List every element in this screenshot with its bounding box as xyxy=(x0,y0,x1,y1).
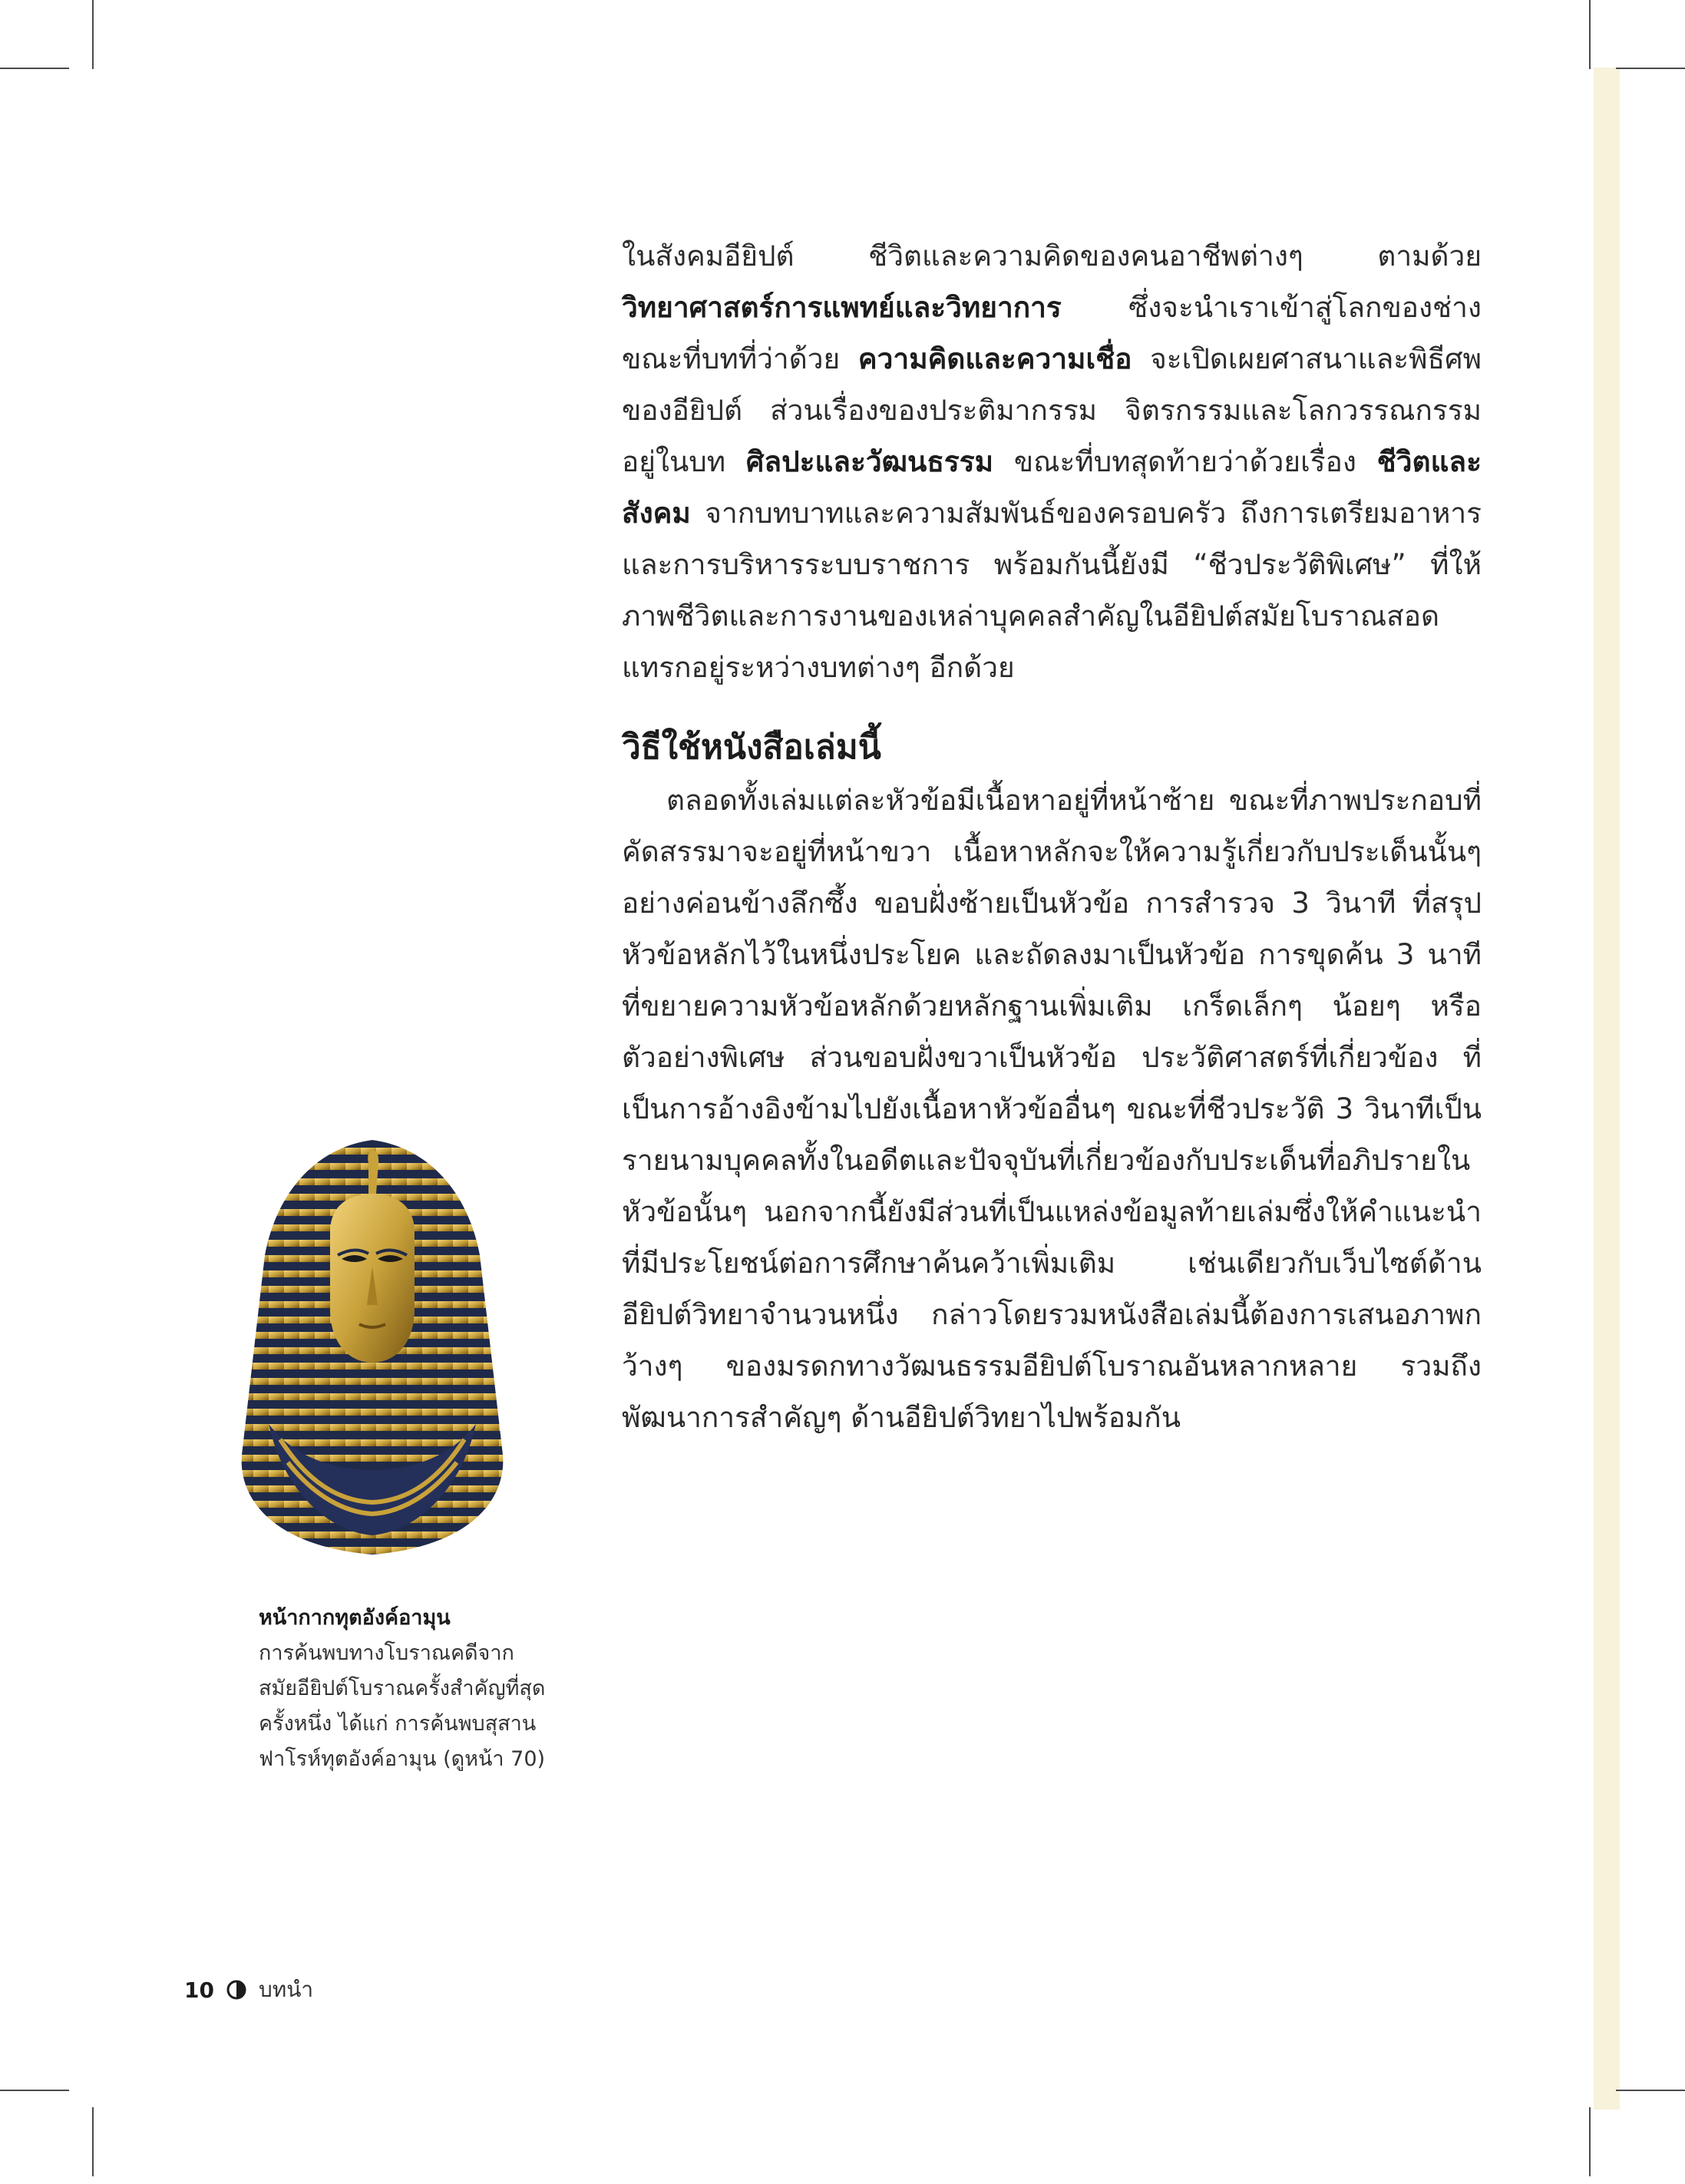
chapter-name: บทนำ xyxy=(258,1977,314,2002)
crop-mark xyxy=(92,2107,94,2176)
crop-mark xyxy=(1589,0,1591,69)
side-color-strip xyxy=(1594,68,1620,2110)
howto-paragraph: ตลอดทั้งเล่มแต่ละหัวข้อมีเนื้อหาอยู่ที่หน้าซ้าย ขณะที่ภาพประกอบที่คัดสรรมาจะอยู่ที่หน้าขวา เนื้อหาหลักจะให้ความรู้เกี่ยวกับประเด็นนั้นๆ อย่างค่อนข้างลึกซึ้ง ขอบฝั่งซ้ายเป็นหัวข้อ การสำรวจ 3 วินาที ที่สรุปหัวข้อหลักไว้ในหนึ่งประโยค และถัดลงมาเป็นหัวข้อ การขุดค้น 3 นาที ที่ขยายความหัวข้อหลักด้วยหลักฐานเพิ่มเติม เกร็ดเล็กๆ น้อยๆ หรือตัวอย่างพิเศษ ส่วนขอบฝั่งขวาเป็นหัวข้อ ประวัติศาสตร์ที่เกี่ยวข้อง ที่เป็นการอ้างอิงข้ามไปยังเนื้อหาหัวข้ออื่นๆ ขณะที่ชีวประวัติ 3 วินาทีเป็นรายนามบุคคลทั้งในอดีตและปัจจุบันที่เกี่ยวข้องกับประเด็นที่อภิปรายในหัวข้อนั้นๆ นอกจากนี้ยังมีส่วนที่เป็นแหล่งข้อมูลท้ายเล่มซึ่งให้คำแนะนำที่มีประโยชน์ต่อการศึกษาค้นคว้าเพิ่มเติม เช่นเดียวกับเว็บไซต์ด้านอียิปต์วิทยาจำนวนหนึ่ง กล่าวโดยรวมหนังสือเล่มนี้ต้องการเสนอภาพกว้างๆ ของมรดกทางวัฒนธรรมอียิปต์โบราณอันหลากหลาย รวมถึงพัฒนาการสำคัญๆ ด้านอียิปต์วิทยาไปพร้อมกัน xyxy=(622,784,1482,1434)
crop-mark xyxy=(92,0,94,69)
caption-title: หน้ากากทุตอังค์อามุน xyxy=(259,1606,451,1630)
page-number: 10 xyxy=(184,1977,214,2003)
caption-line: การค้นพบทางโบราณคดีจาก xyxy=(259,1641,514,1665)
caption-line: ครั้งหนึ่ง ได้แก่ การค้นพบสุสาน xyxy=(259,1712,537,1736)
tutankhamun-mask-image xyxy=(223,1132,522,1562)
image-caption xyxy=(259,1601,566,1777)
crop-mark xyxy=(1616,68,1685,69)
crop-mark xyxy=(0,68,69,69)
bold-term: ความคิดและความเชื่อ xyxy=(857,342,1132,375)
page-footer xyxy=(184,1973,313,2007)
intro-paragraph: ในสังคมอียิปต์ ชีวิตและความคิดของคนอาชีพต่างๆ ตามด้วย วิทยาศาสตร์การแพทย์และวิทยาการ ซึ่งจะนำเราเข้าสู่โลกของช่าง ขณะที่บทที่ว่าด้วย ความคิดและความเชื่อ จะเปิดเผยศาสนาและพิธีศพของอียิปต์ ส่วนเรื่องของประติมากรรม จิตรกรรมและโลกวรรณกรรม อยู่ในบท ศิลปะและวัฒนธรรม ขณะที่บทสุดท้ายว่าด้วยเรื่อง ชีวิตและสังคม จากบทบาทและความสัมพันธ์ของครอบครัว ถึงการเตรียมอาหารและการบริหารระบบราชการ พร้อมกันนี้ยังมี “ชีวประวัติพิเศษ” ที่ให้ภาพชีวิตและการงานของเหล่าบุคคลสำคัญในอียิปต์สมัยโบราณสอดแทรกอยู่ระหว่างบทต่างๆ อีกด้วย xyxy=(622,240,1482,684)
bold-term: ชีวิตและสังคม xyxy=(622,445,1482,530)
caption-line: สมัยอียิปต์โบราณครั้งสำคัญที่สุด xyxy=(259,1677,546,1700)
main-text-column xyxy=(622,230,1482,1443)
caption-line: ฟาโรห์ทุตอังค์อามุน (ดูหน้า 70) xyxy=(259,1747,546,1771)
crop-mark xyxy=(0,2090,69,2091)
bold-term: ศิลปะและวัฒนธรรม xyxy=(745,445,994,478)
crop-mark xyxy=(1616,2090,1685,2091)
section-heading: วิธีใช้หนังสือเล่มนี้ xyxy=(622,728,881,767)
crop-mark xyxy=(1589,2107,1591,2176)
bold-term: วิทยาศาสตร์การแพทย์และวิทยาการ xyxy=(622,291,1062,324)
half-circle-icon xyxy=(226,1980,246,2000)
